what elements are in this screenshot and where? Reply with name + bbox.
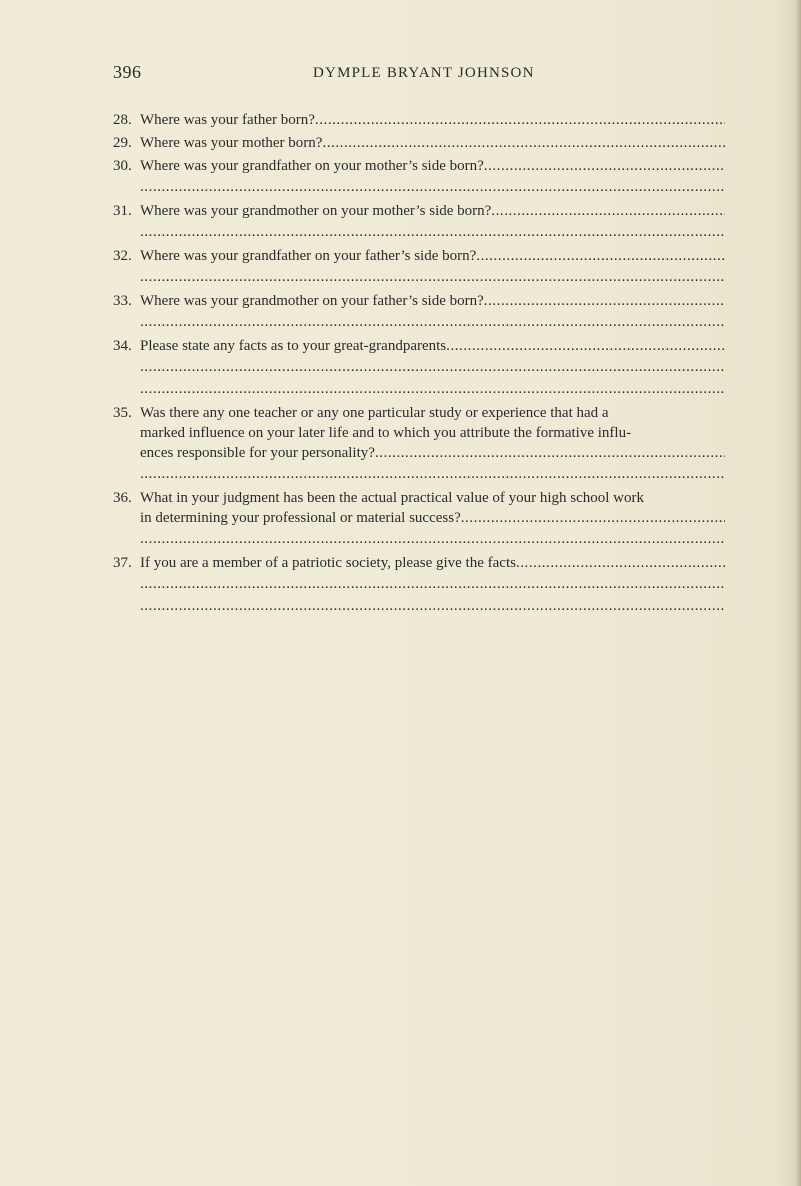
- leader-dots: [484, 156, 725, 176]
- leader-dots: [461, 508, 725, 528]
- question-number: 30.: [113, 158, 132, 174]
- question-33: [113, 291, 725, 333]
- question-text: Where was your grandmother on your mother’s side born?: [140, 203, 492, 219]
- answer-line[interactable]: [140, 356, 725, 378]
- question-number: 35.: [113, 405, 132, 421]
- leader-dots: [516, 553, 725, 573]
- answer-line[interactable]: [140, 528, 725, 550]
- leader-dots: [491, 201, 725, 221]
- questionnaire: [113, 110, 725, 617]
- question-number: 34.: [113, 338, 132, 354]
- question-31: [113, 201, 725, 243]
- question-number: 31.: [113, 203, 132, 219]
- question-text-line-1: What in your judgment has been the actual practical value of your high school work: [140, 490, 645, 506]
- page-edge-shadow: [795, 0, 801, 1186]
- leader-dots: [484, 291, 725, 311]
- answer-line[interactable]: [140, 221, 725, 243]
- question-number: 29.: [113, 135, 132, 151]
- question-28: [113, 110, 725, 130]
- question-text-line-1: Was there any one teacher or any one particular study or experience that had a: [140, 405, 609, 421]
- question-number: 37.: [113, 555, 132, 571]
- question-text: Where was your mother born?: [140, 135, 323, 151]
- running-head: DYMPLE BRYANT JOHNSON: [313, 65, 535, 81]
- question-text: Where was your grandfather on your father’s side born?: [140, 248, 477, 264]
- question-text-line-2: in determining your professional or material success?: [140, 510, 461, 526]
- leader-dots: [476, 246, 725, 266]
- answer-line[interactable]: [140, 595, 725, 617]
- question-35: [113, 403, 725, 485]
- page-number: 396: [113, 62, 142, 82]
- answer-line[interactable]: [140, 311, 725, 333]
- question-text: Where was your grandmother on your father’s side born?: [140, 293, 484, 309]
- question-number: 36.: [113, 490, 132, 506]
- leader-dots: [375, 443, 725, 463]
- question-37: [113, 553, 725, 617]
- answer-line[interactable]: [140, 573, 725, 595]
- answer-line[interactable]: [140, 176, 725, 198]
- question-number: 28.: [113, 112, 132, 128]
- question-text: Please state any facts as to your great-grandparents: [140, 338, 447, 354]
- question-number: 33.: [113, 293, 132, 309]
- page-header: [113, 62, 725, 88]
- question-number: 32.: [113, 248, 132, 264]
- answer-line[interactable]: [140, 266, 725, 288]
- question-text: Where was your grandfather on your mother’s side born?: [140, 158, 484, 174]
- answer-line[interactable]: [140, 463, 725, 485]
- question-32: [113, 246, 725, 288]
- question-30: [113, 156, 725, 198]
- leader-dots: [446, 336, 725, 356]
- question-text-line-2: marked influence on your later life and to which you attribute the formative influ-: [140, 425, 632, 441]
- answer-line[interactable]: [140, 378, 725, 400]
- question-29: [113, 133, 725, 153]
- question-text-line-3: ences responsible for your personality?: [140, 445, 375, 461]
- question-34: [113, 336, 725, 400]
- leader-dots: [322, 133, 725, 153]
- leader-dots: [315, 110, 725, 130]
- question-36: [113, 488, 725, 550]
- question-text: If you are a member of a patriotic society, please give the facts: [140, 555, 516, 571]
- question-text: Where was your father born?: [140, 112, 315, 128]
